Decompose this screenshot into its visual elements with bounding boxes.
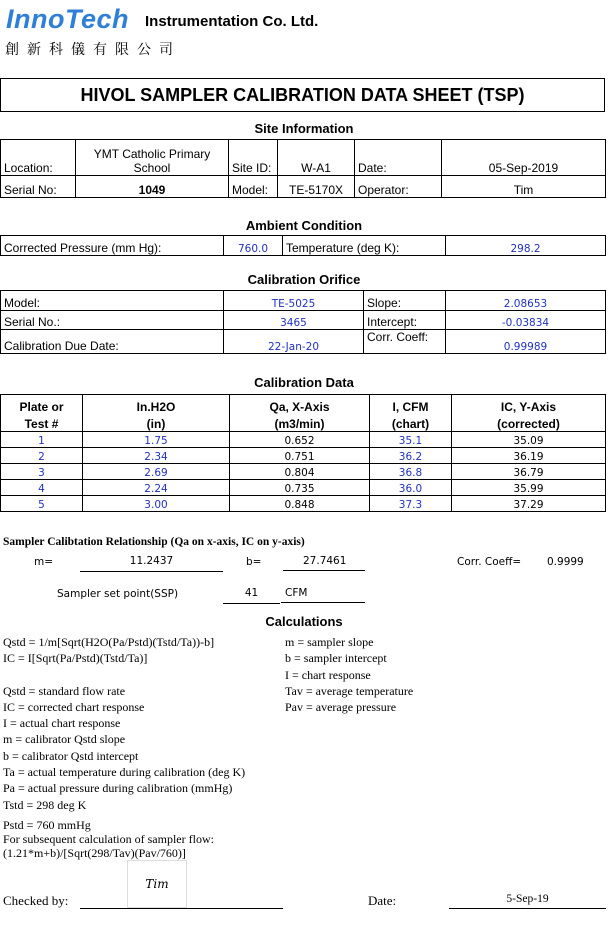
m-label: m= [34,556,54,568]
cell: 2.24 [83,480,230,496]
calculations-left [3,634,245,813]
m-value: 11.2437 [80,555,223,572]
calculations-heading: Calculations [265,614,343,629]
operator-value: Tim [442,176,606,198]
cell: 35.1 [370,432,452,448]
definition-line: Tstd = 298 deg K [3,797,87,812]
ssp-unit: CFM [281,587,365,603]
orifice-model-label: Model: [1,291,224,311]
definition-line: b = sampler intercept [285,651,387,666]
slope-label: Slope: [364,291,446,311]
cell: 1 [1,432,83,448]
cell: 37.29 [452,496,606,512]
orifice-model-value: TE-5025 [224,291,364,311]
col-header-top: In.H2O [83,395,230,414]
table-row [1,464,606,480]
cell: 36.79 [452,464,606,480]
cell: 0.804 [230,464,370,480]
calibration-heading: Calibration Data [254,375,354,390]
cell: 0.652 [230,432,370,448]
orifice-heading: Calibration Orifice [247,272,361,287]
subsequent-block [3,818,214,860]
subsequent-line: For subsequent calculation of sampler flow: [3,832,214,846]
cell: 1.75 [83,432,230,448]
definition-line: I = actual chart response [3,716,121,731]
corr-coeff-value: 0.99989 [446,330,606,354]
temperature-value: 298.2 [446,236,606,256]
checked-by-label: Checked by: [3,893,69,908]
cell: 0.735 [230,480,370,496]
ambient-table [0,235,606,256]
temperature-label: Temperature (deg K): [283,236,446,256]
date-label: Date: [355,140,442,176]
definition-line: IC = corrected chart response [3,699,145,714]
company-name: Instrumentation Co. Ltd. [145,13,319,30]
footer-date-label: Date: [368,893,397,908]
site-info-table [0,139,606,198]
definition-line: m = calibrator Qstd slope [3,732,126,747]
definition-line: b = calibrator Qstd intercept [3,748,139,763]
site-info-heading: Site Information [254,121,354,136]
location-value: YMT Catholic Primary School [76,140,229,176]
cell: 2.34 [83,448,230,464]
cell: 35.99 [452,480,606,496]
calibration-table [0,394,606,512]
pressure-value: 760.0 [224,236,283,256]
col-header-bottom: Test # [1,414,83,432]
model-label: Model: [229,176,278,198]
formula-line: Qstd = 1/m[Sqrt(H2O(Pa/Pstd)(Tstd/Ta))-b] [3,635,215,649]
cell: 0.848 [230,496,370,512]
corr-value: 0.9999 [547,556,584,568]
ssp-value: 41 [223,587,280,604]
col-header-top: IC, Y-Axis [452,395,606,414]
cell: 2.69 [83,464,230,480]
company-chinese-name: 創新科儀有限公司 [5,42,181,58]
sheet-title: HIVOL SAMPLER CALIBRATION DATA SHEET (TSP) [0,78,605,112]
table-row [1,496,606,512]
definition-line: Ta = actual temperature during calibration (deg K) [3,765,246,780]
orifice-serial-label: Serial No.: [1,311,224,330]
definition-line: Qstd = standard flow rate [3,683,126,698]
orifice-table [0,290,606,354]
b-value: 27.7461 [283,555,365,571]
cell: 37.3 [370,496,452,512]
cell: 5 [1,496,83,512]
col-header-top: Qa, X-Axis [230,395,370,414]
cell: 36.0 [370,480,452,496]
cell: 36.2 [370,448,452,464]
definition-line: I = chart response [285,667,371,682]
b-label: b= [246,556,262,568]
cell: 3.00 [83,496,230,512]
checked-by-line [80,908,283,909]
site-id-label: Site ID: [229,140,278,176]
corr-coeff-label: Corr. Coeff: [364,330,446,354]
serial-value: 1049 [76,176,229,198]
formula-line: IC = I[Sqrt(Pa/Pstd)(Tstd/Ta)] [3,651,148,666]
cell: 0.751 [230,448,370,464]
intercept-value: -0.03834 [446,311,606,330]
definition-line: Tav = average temperature [285,683,414,698]
calculations-right [285,634,413,715]
due-date-label: Calibration Due Date: [1,330,224,354]
brand-logo: InnoTech [6,4,129,34]
cell: 2 [1,448,83,464]
due-date-value: 22-Jan-20 [224,330,364,354]
table-row [1,432,606,448]
relationship-title: Sampler Calibtation Relationship (Qa on x-axis, IC on y-axis) [3,536,305,548]
footer-date-value: 5-Sep-19 [449,893,606,909]
col-header-bottom: (chart) [370,414,452,432]
cell: 36.19 [452,448,606,464]
col-header-top: I, CFM [370,395,452,414]
col-header-bottom: (corrected) [452,414,606,432]
slope-value: 2.08653 [446,291,606,311]
orifice-serial-value: 3465 [224,311,364,330]
pstd-line: Pstd = 760 mmHg [3,818,91,832]
location-label: Location: [1,140,76,176]
subsequent-formula: (1.21*m+b)/[Sqrt(298/Tav)(Pav/760)] [3,846,186,860]
ambient-heading: Ambient Condition [245,218,363,233]
table-row [1,448,606,464]
cell: 35.09 [452,432,606,448]
col-header-top: Plate or [1,395,83,414]
serial-label: Serial No: [1,176,76,198]
definition-line: Pa = actual pressure during calibration (mmHg) [3,781,233,796]
col-header-bottom: (in) [83,414,230,432]
table-row [1,480,606,496]
intercept-label: Intercept: [364,311,446,330]
date-value: 05-Sep-2019 [442,140,606,176]
operator-label: Operator: [355,176,442,198]
ssp-label: Sampler set point(SSP) [57,588,179,600]
definition-line: m = sampler slope [285,635,374,649]
corr-label: Corr. Coeff= [457,556,522,568]
pressure-label: Corrected Pressure (mm Hg): [1,236,224,256]
cell: 36.8 [370,464,452,480]
definition-line: Pav = average pressure [285,700,397,715]
cell: 4 [1,480,83,496]
model-value: TE-5170X [278,176,355,198]
cell: 3 [1,464,83,480]
signature-image: Tim [127,860,187,908]
col-header-bottom: (m3/min) [230,414,370,432]
site-id-value: W-A1 [278,140,355,176]
